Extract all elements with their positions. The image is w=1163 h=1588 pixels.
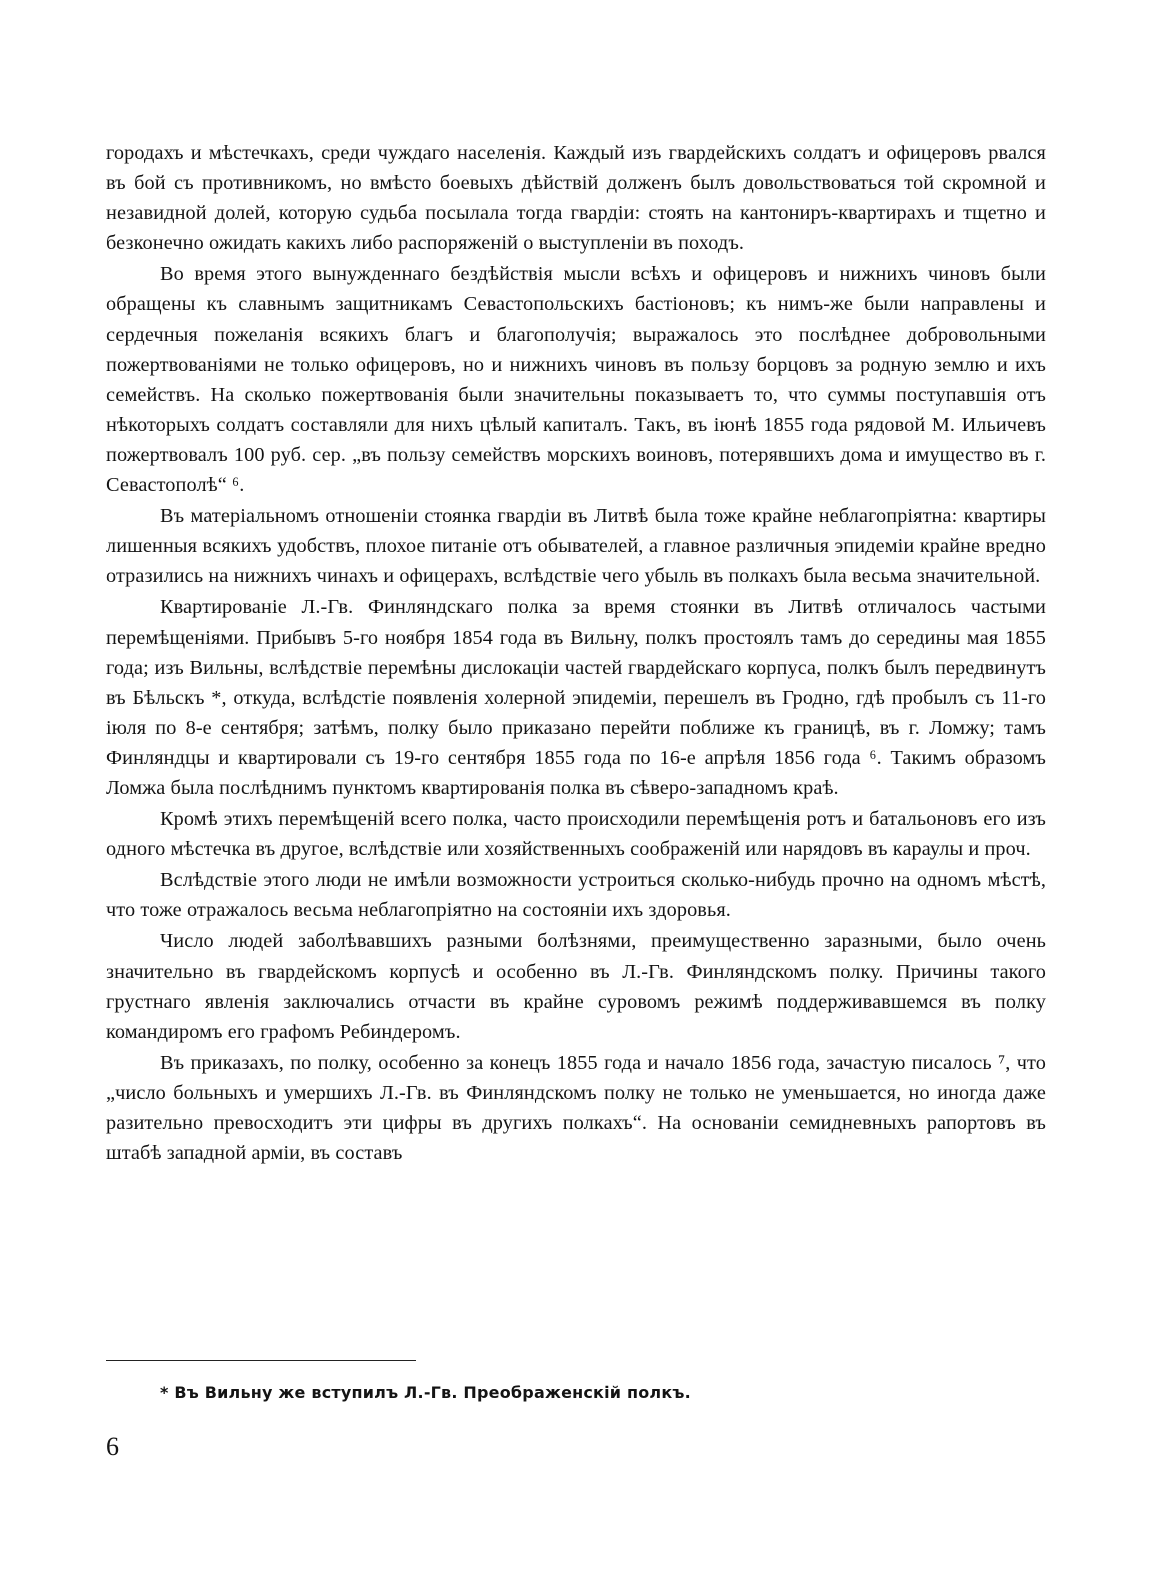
paragraph: городахъ и мѣстечкахъ, среди чуждаго населенія. Каждый изъ гвардейскихъ солдатъ и офицеровъ рвался въ бой съ противникомъ, но вмѣсто боевыхъ дѣйствій долженъ былъ довольствоваться той скромной и незавидной долей, которую судьба посылала тогда гвардіи: стоять на кантониръ-квартирахъ и тщетно и безконечно ожидать какихъ либо распоряженій о выступленіи въ походъ.: [106, 142, 1046, 255]
paragraph: Въ приказахъ, по полку, особенно за конецъ 1855 года и начало 1856 года, зачастую писалось ⁷, что „число больныхъ и умершихъ Л.-Гв. въ Финляндскомъ полку не только не уменьшается, но иногда даже разительно превосходитъ эти цифры въ другихъ полкахъ“. На основаніи семидневныхъ рапортовъ въ штабѣ западной арміи, въ составъ: [106, 1051, 1046, 1165]
paragraph: Число людей заболѣвавшихъ разными болѣзнями, преимущественно заразными, было очень значительно въ гвардейскомъ корпусѣ и особенно въ Л.-Гв. Финляндскомъ полку. Причины такого грустнаго явленія заключались отчасти въ крайне суровомъ режимѣ поддерживавшемся въ полку командиромъ его графомъ Ребиндеромъ.: [106, 930, 1046, 1043]
paragraph: Вслѣдствіе этого люди не имѣли возможности устроиться сколько-нибудь прочно на одномъ мѣстѣ, что тоже отражалось весьма неблагопріятно на состояніи ихъ здоровья.: [106, 869, 1046, 922]
paragraph: Въ матеріальномъ отношеніи стоянка гвардіи въ Литвѣ была тоже крайне неблагопріятна: квартиры лишенныя всякихъ удобствъ, плохое питаніе отъ обывателей, а главное различныя эпидеміи крайне вредно отразились на нижнихъ чинахъ и офицерахъ, вслѣдствіе чего убыль въ полкахъ была весьма значительной.: [106, 505, 1046, 588]
paragraph: Квартированіе Л.-Гв. Финляндскаго полка за время стоянки въ Литвѣ отличалось частыми перемѣщеніями. Прибывъ 5-го ноября 1854 года въ Вильну, полкъ простоялъ тамъ до середины мая 1855 года; изъ Вильны, вслѣдствіе перемѣны дислокаціи частей гвардейскаго корпуса, полкъ былъ передвинутъ въ Бѣльскъ *, откуда, вслѣдстіе появленія холерной эпидеміи, перешелъ въ Гродно, гдѣ пробылъ съ 11-го іюля по 8-е сентября; затѣмъ, полку было приказано перейти поближе къ границѣ, въ г. Ломжу; тамъ Финляндцы и квартировали съ 19-го сентября 1855 года по 16-е апрѣля 1856 года ⁶. Такимъ образомъ Ломжа была послѣднимъ пунктомъ квартированія полка въ сѣверо-западномъ краѣ.: [106, 596, 1046, 799]
footnote-divider: [106, 1360, 416, 1361]
page-body: [106, 138, 1046, 1168]
paragraph: Кромѣ этихъ перемѣщеній всего полка, часто происходили перемѣщенія ротъ и батальоновъ его изъ одного мѣстечка въ другое, вслѣдствіе или хозяйственныхъ соображеній или нарядовъ въ караулы и проч.: [106, 808, 1046, 861]
page-number: 6: [106, 1432, 119, 1461]
footnote: * Въ Вильну же вступилъ Л.-Гв. Преображенскій полкъ.: [160, 1383, 691, 1402]
paragraph: Во время этого вынужденнаго бездѣйствія мысли всѣхъ и офицеровъ и нижнихъ чиновъ были обращены къ славнымъ защитникамъ Севастопольскихъ бастіоновъ; къ нимъ-же были направлены и сердечныя пожеланія всякихъ благъ и благополучія; выражалось это послѣднее добровольными пожертвованіями не только офицеровъ, но и нижнихъ чиновъ въ пользу борцовъ за родную землю и ихъ семействъ. На сколько пожертвованія были значительны показываетъ то, что суммы поступавшія отъ нѣкоторыхъ солдатъ составляли для нихъ цѣлый капиталъ. Такъ, въ іюнѣ 1855 года рядовой М. Ильичевъ пожертвовалъ 100 руб. сер. „въ пользу семействъ морскихъ воиновъ, потерявшихъ дома и имущество въ г. Севастополѣ“ ⁶.: [106, 263, 1046, 497]
